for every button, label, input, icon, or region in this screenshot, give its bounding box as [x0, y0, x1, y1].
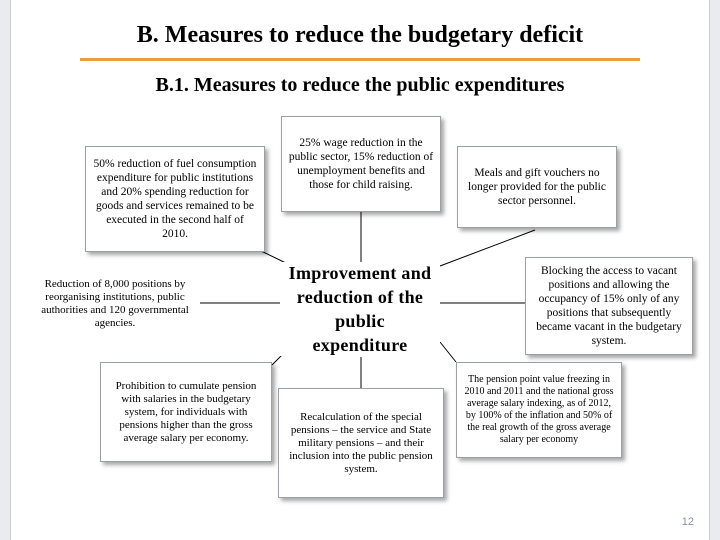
box-pension-freeze: [456, 362, 622, 458]
slide-title: B. Measures to reduce the budgetary deficit: [136, 22, 584, 48]
box-wage-reduction: [281, 116, 441, 212]
box-wage-reduction-text: 25% wage reduction in the public sector, 15% reduction of unemployment benefits and those for child raising.: [288, 137, 434, 191]
box-special-pensions-text: Recalculation of the special pensions – the service and State military pensions – and their inclusion into the public pension system.: [289, 410, 433, 475]
box-blocking-positions: [525, 257, 693, 355]
box-position-reduction-text: Reduction of 8,000 positions by reorganising institutions, public authorities and 120 governmental agencies.: [41, 278, 189, 329]
slide-subtitle: B.1. Measures to reduce the public expenditures: [155, 74, 565, 96]
box-fuel-reduction: [85, 146, 265, 252]
connector-pension-freeze: [440, 342, 456, 362]
box-pension-freeze-text: The pension point value freezing in 2010 and 2011 and the national gross average salary indexing, as of 2012, by 100% of the inflation and 50% of the real growth of the gross average salary per economy: [464, 374, 614, 445]
box-pension-cumulation-text: Prohibition to cumulate pension with salaries in the budgetary system, for individuals with pensions higher than the gross average salary per economy.: [115, 379, 257, 444]
box-special-pensions: [278, 388, 444, 498]
box-meal-vouchers-text: Meals and gift vouchers no longer provided for the public sector personnel.: [468, 167, 606, 207]
page-number: 12: [681, 516, 694, 528]
box-blocking-positions-text: Blocking the access to vacant positions and allowing the occupancy of 15% only of any positions that subsequently became vacant in the budgetary system.: [536, 265, 682, 347]
connector-meals: [440, 230, 535, 266]
box-pension-cumulation: [100, 362, 272, 462]
box-meal-vouchers: [457, 146, 617, 228]
box-fuel-reduction-text: 50% reduction of fuel consumption expenditure for public institutions and 20% spending reduction for goods and services remained to be executed in the second half of 2010.: [93, 158, 257, 240]
box-position-reduction: [30, 270, 200, 338]
center-node-text: Improvement and reduction of the public expenditure: [288, 263, 432, 355]
center-node: [280, 262, 440, 356]
